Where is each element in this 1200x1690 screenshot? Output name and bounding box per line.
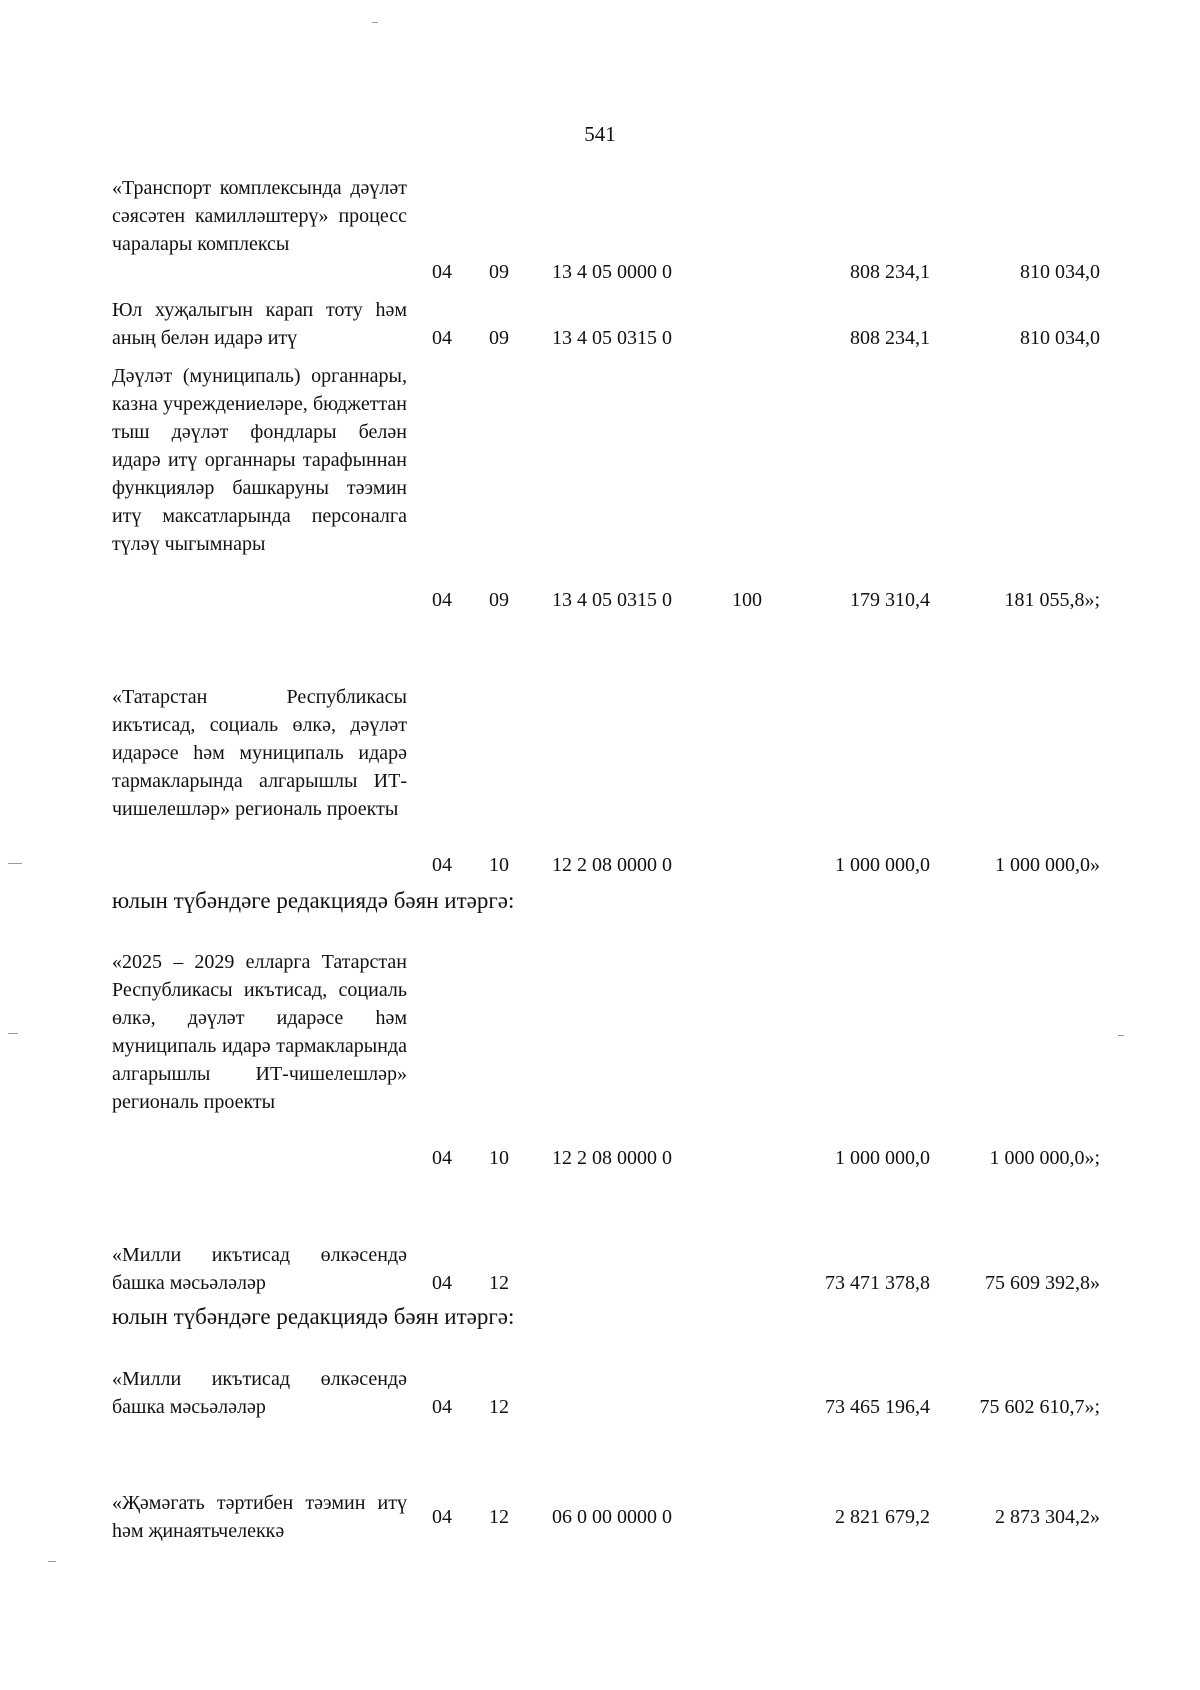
subsection-code: 09 — [489, 261, 509, 283]
amount-year-1: 1 000 000,0 — [835, 1147, 930, 1169]
target-article-code: 06 0 00 0000 0 — [552, 1506, 672, 1528]
subsection-code: 10 — [489, 1147, 509, 1169]
instruction-text: юлын түбәндәге редакциядә бәян итәргә: — [112, 1304, 515, 1329]
amount-year-2: 2 873 304,2» — [995, 1506, 1100, 1528]
amount-year-1: 179 310,4 — [850, 589, 930, 611]
section-code: 04 — [432, 1506, 452, 1528]
section-code: 04 — [432, 1147, 452, 1169]
amount-year-2: 810 034,0 — [1020, 327, 1100, 349]
section-code: 04 — [432, 327, 452, 349]
amount-year-1: 73 471 378,8 — [825, 1272, 930, 1294]
budget-row — [0, 174, 1200, 286]
instruction-text: юлын түбәндәге редакциядә бәян итәргә: — [112, 888, 515, 913]
row-description: «Милли икътисад өлкәсендә башка мәсьәләләр — [112, 1368, 407, 1418]
amount-year-1: 808 234,1 — [850, 261, 930, 283]
section-code: 04 — [432, 261, 452, 283]
row-description: Юл хуҗалыгын карап тоту һәм аның белән идарә итү — [112, 299, 407, 349]
scan-mark — [48, 1561, 56, 1562]
subsection-code: 10 — [489, 854, 509, 876]
budget-row — [0, 1365, 1200, 1421]
scan-mark — [1118, 1035, 1124, 1036]
amount-year-2: 75 609 392,8» — [985, 1272, 1100, 1294]
scan-mark — [372, 22, 378, 23]
amount-year-2: 1 000 000,0»; — [989, 1147, 1100, 1169]
row-description: «2025 – 2029 елларга Татарстан Республикасы икътисад, социаль өлкә, дәүләт идарәсе һәм муниципаль идарә тармакларында алгарышлы ИТ-чишелешләр» региональ проекты — [112, 951, 407, 1113]
row-description: «Транспорт комплексында дәүләт сәясәтен камилләштерү» процесс чаралары комплексы — [112, 177, 407, 255]
amount-year-2: 181 055,8»; — [1004, 589, 1100, 611]
section-code: 04 — [432, 854, 452, 876]
section-code: 04 — [432, 589, 452, 611]
budget-row — [0, 1489, 1200, 1542]
target-article-code: 13 4 05 0000 0 — [552, 261, 672, 283]
target-article-code: 13 4 05 0315 0 — [552, 589, 672, 611]
row-description: Дәүләт (муниципаль) органнары, казна учреждениеләре, бюджеттан тыш дәүләт фондлары белән идарә итү органнары тарафыннан функцияләр башкаруны тәэмин итү максатларында персоналга түләү чыгымнары — [112, 365, 407, 555]
subsection-code: 12 — [489, 1396, 509, 1418]
section-code: 04 — [432, 1272, 452, 1294]
subsection-code: 09 — [489, 327, 509, 349]
budget-row — [0, 1241, 1200, 1297]
amount-year-1: 2 821 679,2 — [835, 1506, 930, 1528]
page-number: 541 — [584, 122, 616, 146]
subsection-code: 12 — [489, 1506, 509, 1528]
section-code: 04 — [432, 1396, 452, 1418]
target-article-code: 13 4 05 0315 0 — [552, 327, 672, 349]
budget-row — [0, 296, 1200, 352]
amount-year-2: 75 602 610,7»; — [979, 1396, 1100, 1418]
budget-row — [0, 948, 1200, 1172]
row-description: «Милли икътисад өлкәсендә башка мәсьәләләр — [112, 1244, 407, 1294]
amount-year-1: 1 000 000,0 — [835, 854, 930, 876]
budget-row — [0, 683, 1200, 879]
amount-year-2: 1 000 000,0» — [995, 854, 1100, 876]
scan-mark — [8, 863, 22, 864]
amount-year-2: 810 034,0 — [1020, 261, 1100, 283]
row-description: «Җәмәгать тәртибен тәэмин итү һәм җинаятьчелеккә — [112, 1492, 407, 1542]
subsection-code: 12 — [489, 1272, 509, 1294]
target-article-code: 12 2 08 0000 0 — [552, 854, 672, 876]
target-article-code: 12 2 08 0000 0 — [552, 1147, 672, 1169]
row-description: «Татарстан Республикасы икътисад, социаль өлкә, дәүләт идарәсе һәм муниципаль идарә тармакларында алгарышлы ИТ-чишелешләр» региональ проекты — [112, 686, 407, 820]
expense-type-code: 100 — [732, 589, 762, 611]
amount-year-1: 73 465 196,4 — [825, 1396, 930, 1418]
subsection-code: 09 — [489, 589, 509, 611]
amount-year-1: 808 234,1 — [850, 327, 930, 349]
budget-row — [0, 362, 1200, 614]
scan-mark — [8, 1033, 18, 1034]
